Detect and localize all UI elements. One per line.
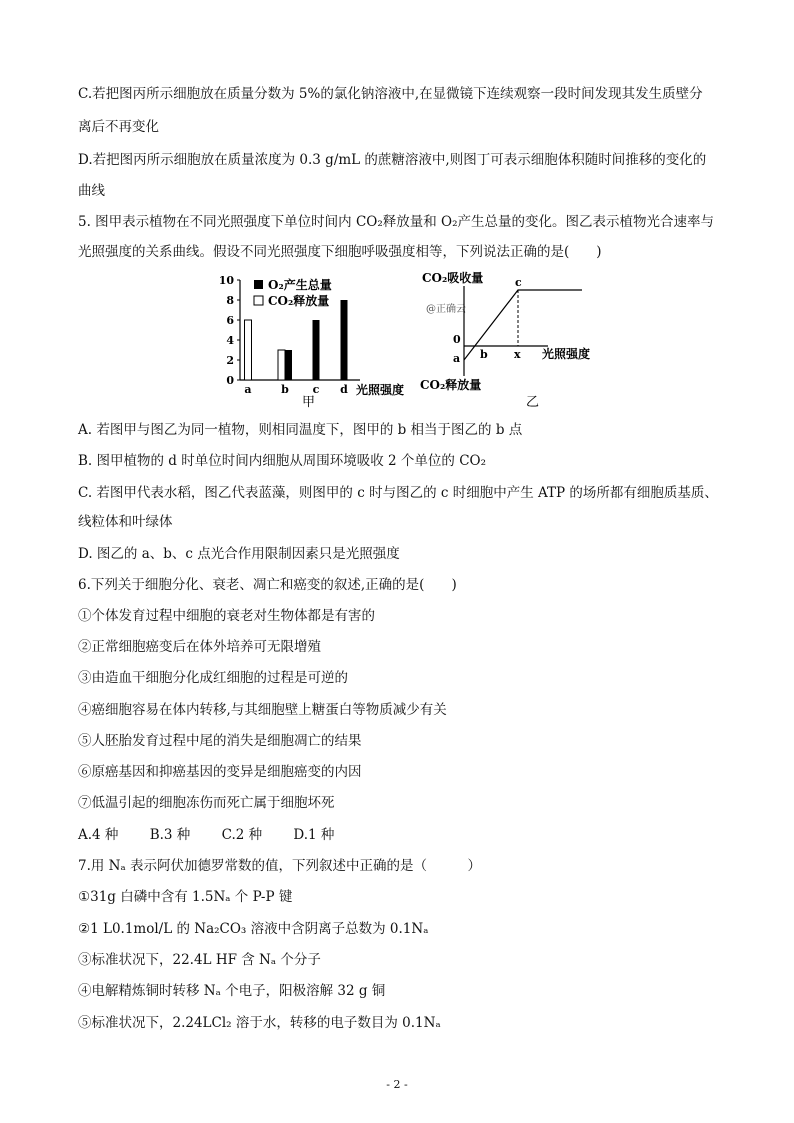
yi-origin-label: 0 bbox=[453, 333, 461, 346]
text-line: 5. 图甲表示植物在不同光照强度下单位时间内 CO₂释放量和 O₂产生总量的变化。图乙表示植物光合速率与 bbox=[78, 214, 715, 230]
text-line: ④癌细胞容易在体内转移,与其细胞壁上糖蛋白等物质减少有关 bbox=[78, 702, 447, 718]
y-tick-label: 0 bbox=[226, 374, 234, 387]
text-line: A. 若图甲与图乙为同一植物，则相同温度下，图甲的 b 相当于图乙的 b 点 bbox=[78, 422, 523, 438]
text-line: ③由造血干细胞分化成红细胞的过程是可逆的 bbox=[78, 670, 348, 686]
text-line: ⑤标准状况下，2.24LCl₂ 溶于水，转移的电子数目为 0.1Nₐ bbox=[78, 1015, 441, 1031]
yi-y-bottom-label: CO₂释放量 bbox=[420, 378, 482, 392]
text-line: 光照强度的关系曲线。假设不同光照强度下细胞呼吸强度相等，下列说法正确的是( ) bbox=[78, 244, 602, 260]
jia-bars bbox=[245, 300, 348, 380]
text-line: ⑦低温引起的细胞冻伤而死亡属于细胞坏死 bbox=[78, 795, 335, 811]
jia-x-ticks bbox=[244, 383, 348, 396]
jia-x-axis-label: 光照强度 bbox=[356, 383, 405, 397]
legend-o2-label: O₂产生总量 bbox=[268, 278, 332, 292]
text-line: 曲线 bbox=[78, 183, 105, 199]
text-line: ②正常细胞癌变后在体外培养可无限增殖 bbox=[78, 639, 321, 655]
text-line: ②1 L0.1mol/L 的 Na₂CO₃ 溶液中含阴离子总数为 0.1Nₐ bbox=[78, 921, 429, 937]
jia-y-ticks bbox=[219, 274, 240, 387]
text-line: A.4 种 B.3 种 C.2 种 D.1 种 bbox=[78, 827, 335, 843]
text-line: ⑤人胚胎发育过程中尾的消失是细胞凋亡的结果 bbox=[78, 733, 362, 749]
jia-caption: 甲 bbox=[302, 395, 316, 410]
text-line: 离后不再变化 bbox=[78, 119, 159, 135]
text-line: 7.用 Nₐ 表示阿伏加德罗常数的值，下列叙述中正确的是（ ） bbox=[78, 858, 481, 874]
text-line: C.若把图丙所示细胞放在质量分数为 5%的氯化钠溶液中,在显微镜下连续观察一段时间发现其发生质壁分 bbox=[78, 86, 703, 102]
figure-yi-line-graph bbox=[420, 266, 610, 411]
text-line: ④电解精炼铜时转移 Nₐ 个电子，阳极溶解 32 g 铜 bbox=[78, 983, 386, 999]
text-line: 6.下列关于细胞分化、衰老、凋亡和癌变的叙述,正确的是( ) bbox=[78, 577, 457, 593]
yi-point-a: a bbox=[453, 352, 461, 365]
page-number: - 2 - bbox=[386, 1078, 408, 1091]
y-tick-label: 2 bbox=[226, 354, 234, 367]
x-tick-label-d: d bbox=[340, 383, 348, 396]
yi-y-top-label: CO₂吸收量 bbox=[422, 271, 484, 285]
text-line: D.若把图丙所示细胞放在质量浓度为 0.3 g/mL 的蔗糖溶液中,则图丁可表示细胞体积随时间推移的变化的 bbox=[78, 152, 707, 168]
text-line: D. 图乙的 a、b、c 点光合作用限制因素只是光照强度 bbox=[78, 546, 400, 562]
yi-point-x: x bbox=[514, 348, 521, 361]
legend-o2-swatch bbox=[254, 280, 263, 289]
y-tick-label: 6 bbox=[226, 314, 234, 327]
legend-co2-label: CO₂释放量 bbox=[268, 294, 330, 308]
y-tick-label: 8 bbox=[226, 294, 234, 307]
yi-point-b: b bbox=[480, 348, 488, 361]
yi-point-c: c bbox=[515, 276, 522, 289]
legend-co2-swatch bbox=[254, 296, 263, 305]
x-tick-label-c: c bbox=[312, 383, 320, 396]
x-tick-label-a: a bbox=[244, 383, 252, 396]
x-tick-label-b: b bbox=[281, 383, 289, 396]
y-tick-label: 4 bbox=[226, 334, 234, 347]
text-line: ③标准状况下，22.4L HF 含 Nₐ 个分子 bbox=[78, 952, 321, 968]
bar-co2-a bbox=[245, 320, 252, 380]
y-tick-label: 10 bbox=[218, 274, 234, 287]
text-line: 线粒体和叶绿体 bbox=[78, 514, 173, 530]
bar-co2-b bbox=[278, 350, 285, 380]
text-line: C. 若图甲代表水稻，图乙代表蓝藻，则图甲的 c 时与图乙的 c 时细胞中产生 ATP 的场所都有细胞质基质、 bbox=[78, 485, 718, 501]
bar-o2-d bbox=[341, 300, 348, 380]
watermark: @正确云 bbox=[426, 304, 466, 315]
bar-o2-c bbox=[313, 320, 320, 380]
yi-caption: 乙 bbox=[526, 395, 540, 410]
text-line: ①31g 白磷中含有 1.5Nₐ 个 P-P 键 bbox=[78, 889, 293, 905]
text-line: ①个体发育过程中细胞的衰老对生物体都是有害的 bbox=[78, 608, 375, 624]
bar-o2-b bbox=[285, 350, 292, 380]
figure-jia-bar-chart bbox=[210, 270, 420, 410]
text-line: B. 图甲植物的 d 时单位时间内细胞从周围环境吸收 2 个单位的 CO₂ bbox=[78, 453, 486, 469]
text-line: ⑥原癌基因和抑癌基因的变异是细胞癌变的内因 bbox=[78, 764, 362, 780]
yi-x-axis-label: 光照强度 bbox=[542, 347, 591, 361]
